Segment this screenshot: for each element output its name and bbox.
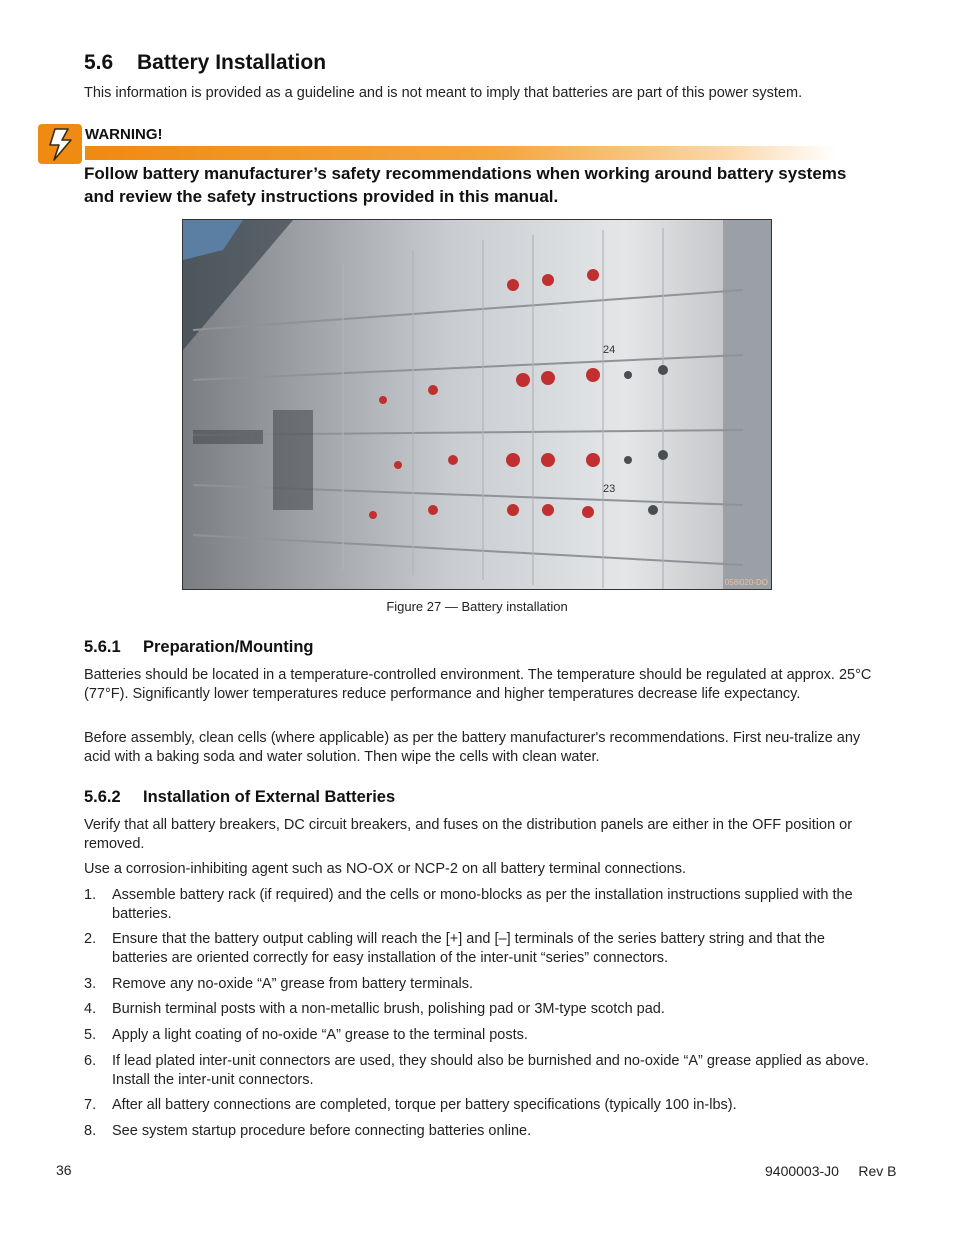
paragraph: Batteries should be located in a temperature-controlled environment. The temperature should be regulated at approx. 25°C (77°F). Significantly lower temperatures reduce performance and higher temperatures decrease life expectancy. [84,667,872,702]
list-item: 4. Burnish terminal posts with a non-metallic brush, polishing pad or 3M-type scotch pad. [84,1001,665,1017]
figure-caption: Figure 27 — Battery installation [386,599,568,614]
list-item: 2. Ensure that the battery output cabling will reach the [+] and [–] terminals of the series battery string and that the batteries are oriented correctly for easy installation of the inter-unit “series” connectors. [84,931,825,966]
image-code: 058i020-DO [724,578,768,587]
section-title: Battery Installation [137,51,327,74]
rack-number: 24 [603,344,616,356]
lightning-warning-icon [38,124,82,164]
section-heading [84,51,326,75]
document-id: 9400003-J0 Rev B [765,1163,897,1179]
subsection-heading [84,788,395,807]
subsection-number: 5.6.1 [84,638,121,656]
subsection-title: Installation of External Batteries [143,788,396,806]
battery-rack-image [183,220,772,590]
subsection-heading [84,638,314,657]
paragraph: Before assembly, clean cells (where applicable) as per the battery manufacturer's recommendations. First neu-tralize any acid with a baking soda and water solution. Then wipe the cells with clean water. [84,730,861,765]
list-item: 8. See system startup procedure before connecting batteries online. [84,1123,532,1139]
list-item: 7. After all battery connections are completed, torque per battery specifications (typically 100 in-lbs). [84,1097,737,1113]
warning-text: Follow battery manufacturer’s safety recommendations when working around battery systems and review the safety instructions provided in this manual. [84,164,847,206]
page-number: 36 [56,1162,72,1178]
subsection-title: Preparation/Mounting [143,638,314,656]
battery-installation-photo [182,219,772,590]
paragraph: Use a corrosion-inhibiting agent such as NO-OX or NCP-2 on all battery terminal connections. [84,861,687,877]
list-item: 3. Remove any no-oxide “A” grease from battery terminals. [84,976,474,992]
warning-label: WARNING! [85,126,163,143]
section-number: 5.6 [84,51,114,74]
warning-bar [85,146,837,160]
list-item: 5. Apply a light coating of no-oxide “A” grease to the terminal posts. [84,1027,528,1043]
paragraph: Verify that all battery breakers, DC circuit breakers, and fuses on the distribution panels are either in the OFF position or removed. [84,817,853,852]
list-item: 1. Assemble battery rack (if required) and the cells or mono-blocks as per the installation instructions supplied with the batteries. [84,887,853,922]
rack-number: 23 [603,483,616,495]
intro-text: This information is provided as a guideline and is not meant to imply that batteries are part of this power system. [84,85,803,101]
subsection-number: 5.6.2 [84,788,121,806]
list-item: 6. If lead plated inter-unit connectors are used, they should also be burnished and no-oxide “A” grease applied as above. Install the inter-unit connectors. [84,1053,869,1088]
